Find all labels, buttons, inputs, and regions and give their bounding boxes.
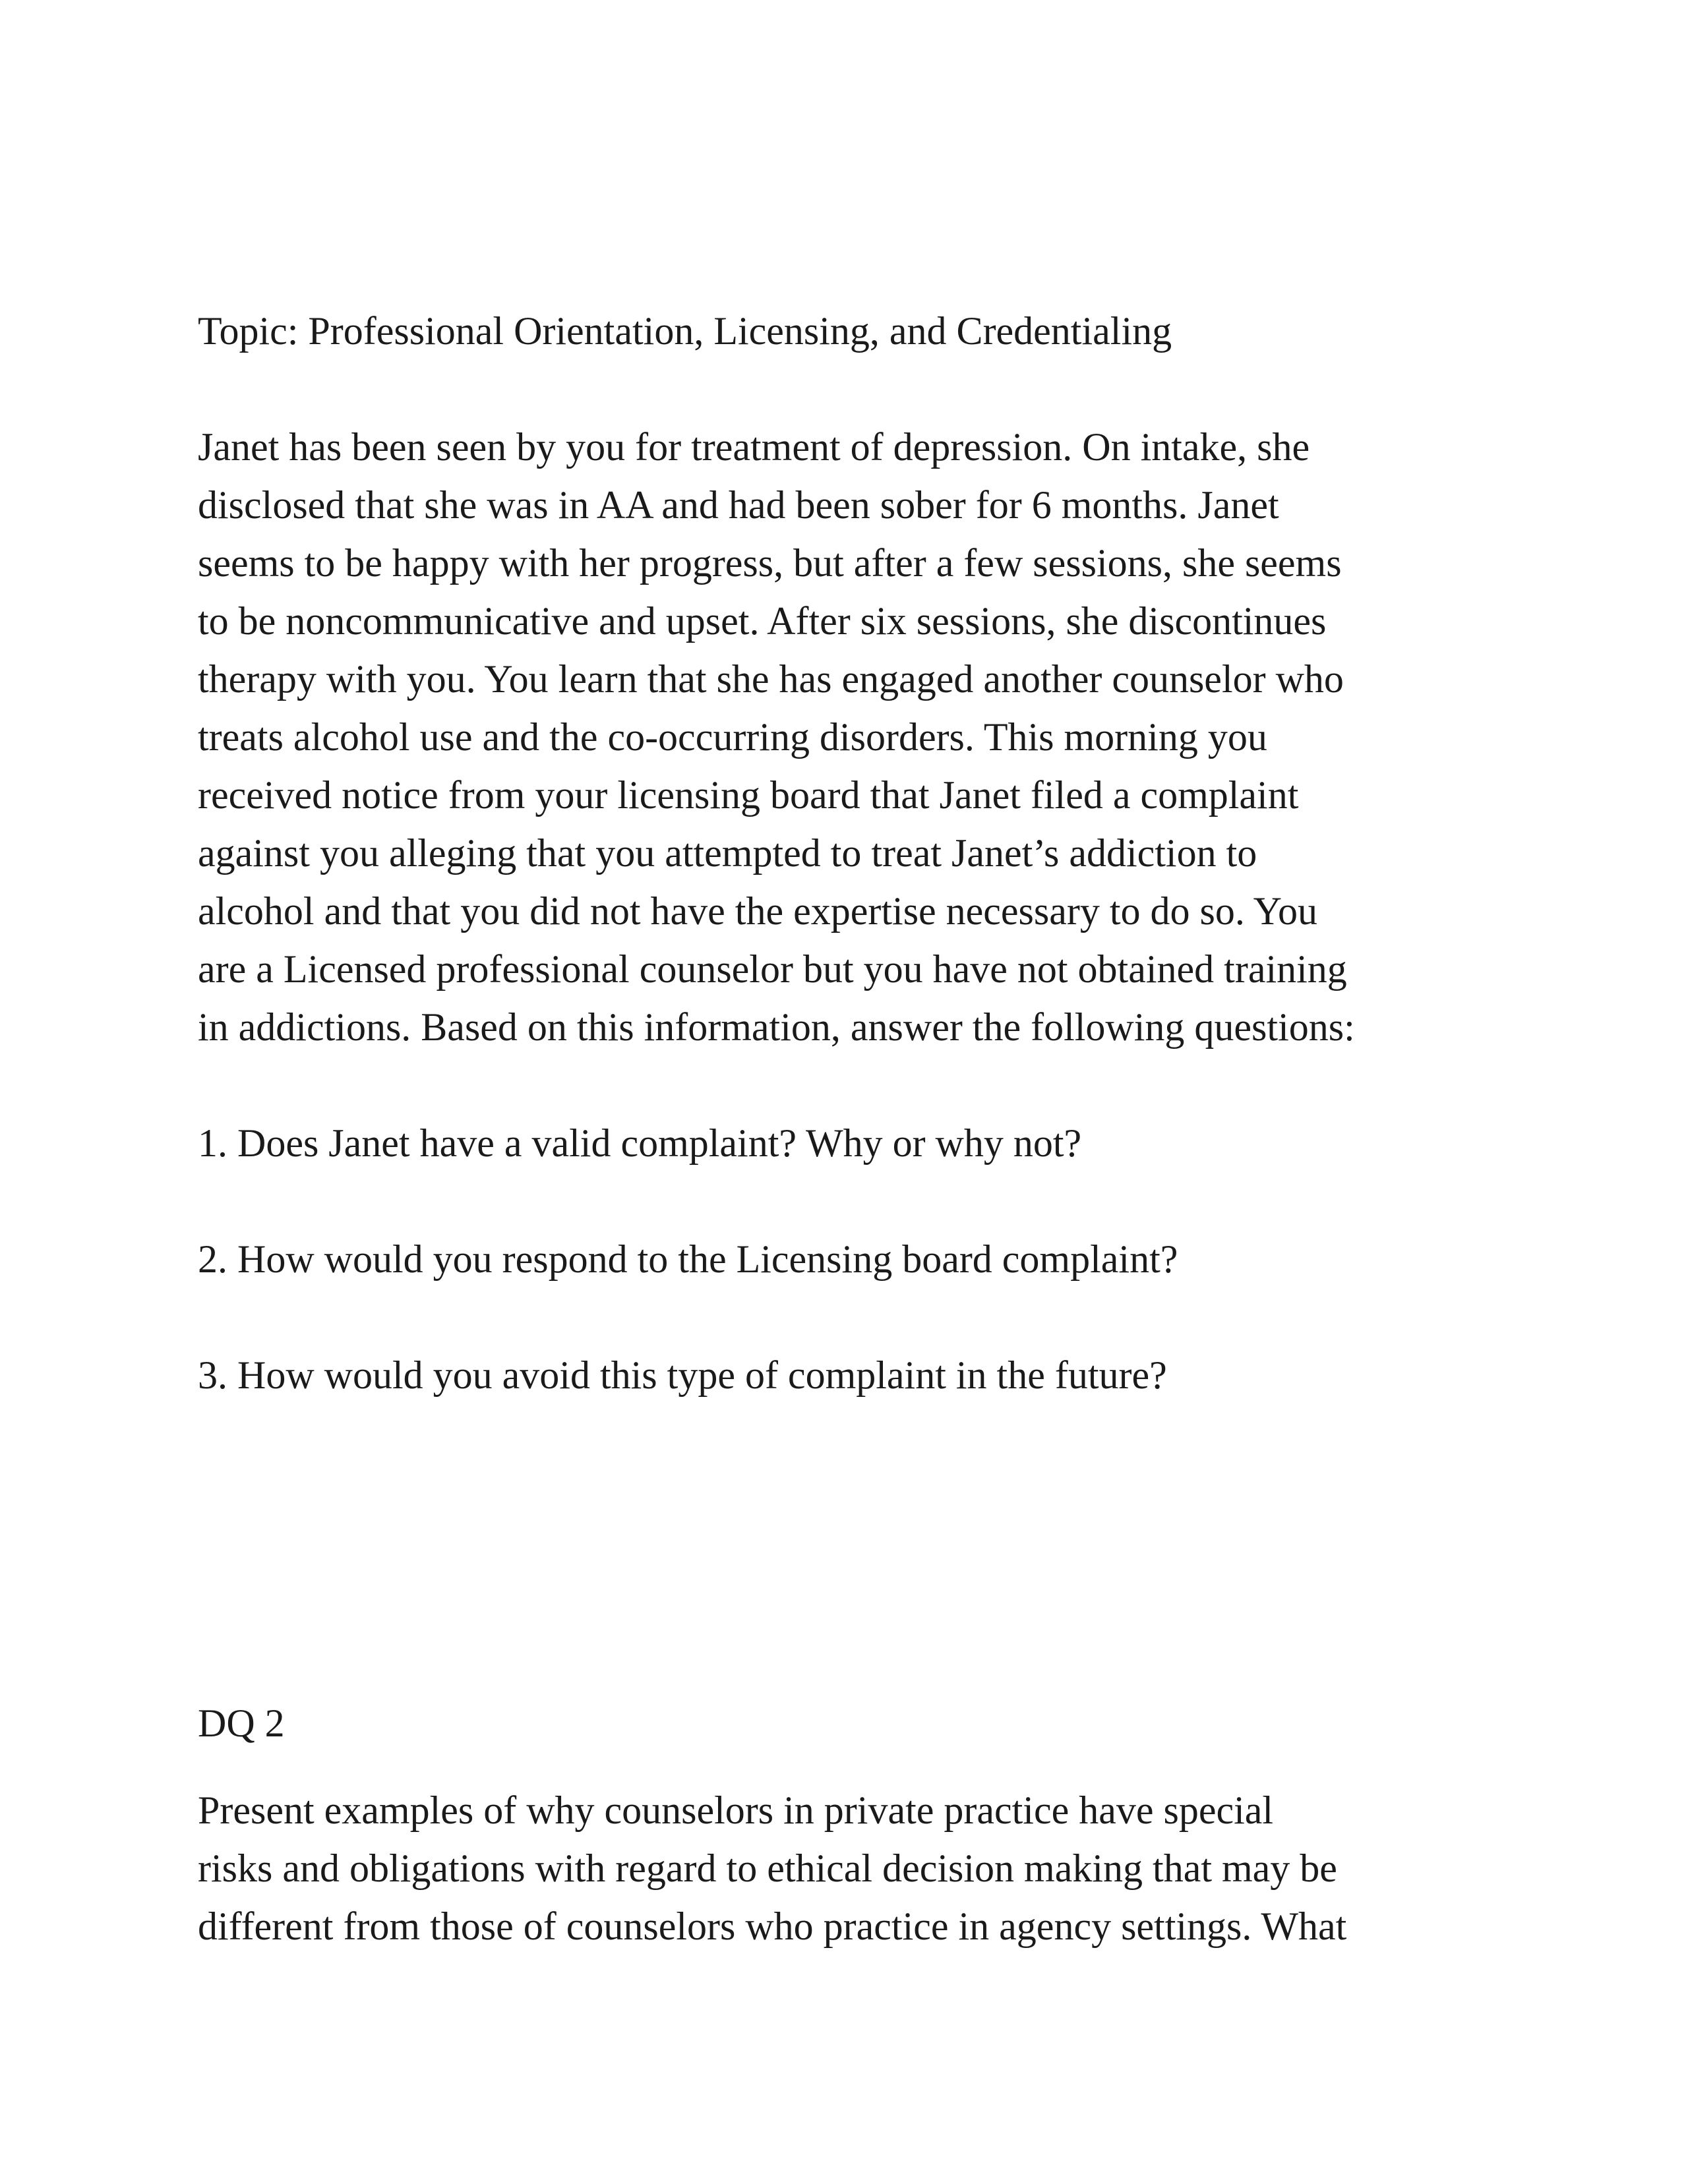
topic-line: Topic: Professional Orientation, Licensing, and Credentialing: [198, 309, 1172, 353]
paragraph-line: alcohol and that you did not have the expertise necessary to do so. You: [198, 889, 1317, 933]
question-text: 1. Does Janet have a valid complaint? Why or why not?: [198, 1121, 1082, 1165]
question-2: [198, 1230, 1517, 1288]
case-paragraph: [198, 418, 1517, 1056]
question-text: 2. How would you respond to the Licensing board complaint?: [198, 1237, 1178, 1281]
paragraph-line: risks and obligations with regard to ethical decision making that may be: [198, 1846, 1337, 1890]
paragraph-line: against you alleging that you attempted to treat Janet’s addiction to: [198, 831, 1257, 875]
question-3: [198, 1346, 1517, 1404]
paragraph-line: seems to be happy with her progress, but after a few sessions, she seems: [198, 541, 1342, 585]
paragraph-line: Janet has been seen by you for treatment of depression. On intake, she: [198, 425, 1310, 469]
paragraph-line: Present examples of why counselors in private practice have special: [198, 1788, 1274, 1832]
paragraph-line: disclosed that she was in AA and had been sober for 6 months. Janet: [198, 483, 1279, 527]
paragraph-line: are a Licensed professional counselor but you have not obtained training: [198, 947, 1347, 991]
dq2-heading: [198, 1694, 1517, 1752]
paragraph-line: therapy with you. You learn that she has engaged another counselor who: [198, 657, 1344, 701]
dq2-heading-text: DQ 2: [198, 1701, 285, 1745]
topic-heading: [198, 302, 1517, 360]
dq2-paragraph: [198, 1781, 1517, 1955]
question-text: 3. How would you avoid this type of complaint in the future?: [198, 1353, 1167, 1397]
question-1: [198, 1114, 1517, 1172]
paragraph-line: different from those of counselors who practice in agency settings. What: [198, 1904, 1347, 1948]
paragraph-line: treats alcohol use and the co-occurring disorders. This morning you: [198, 715, 1267, 759]
paragraph-line: received notice from your licensing board that Janet filed a complaint: [198, 773, 1299, 817]
paragraph-line: in addictions. Based on this information, answer the following questions:: [198, 1005, 1355, 1049]
paragraph-line: to be noncommunicative and upset. After six sessions, she discontinues: [198, 599, 1327, 643]
